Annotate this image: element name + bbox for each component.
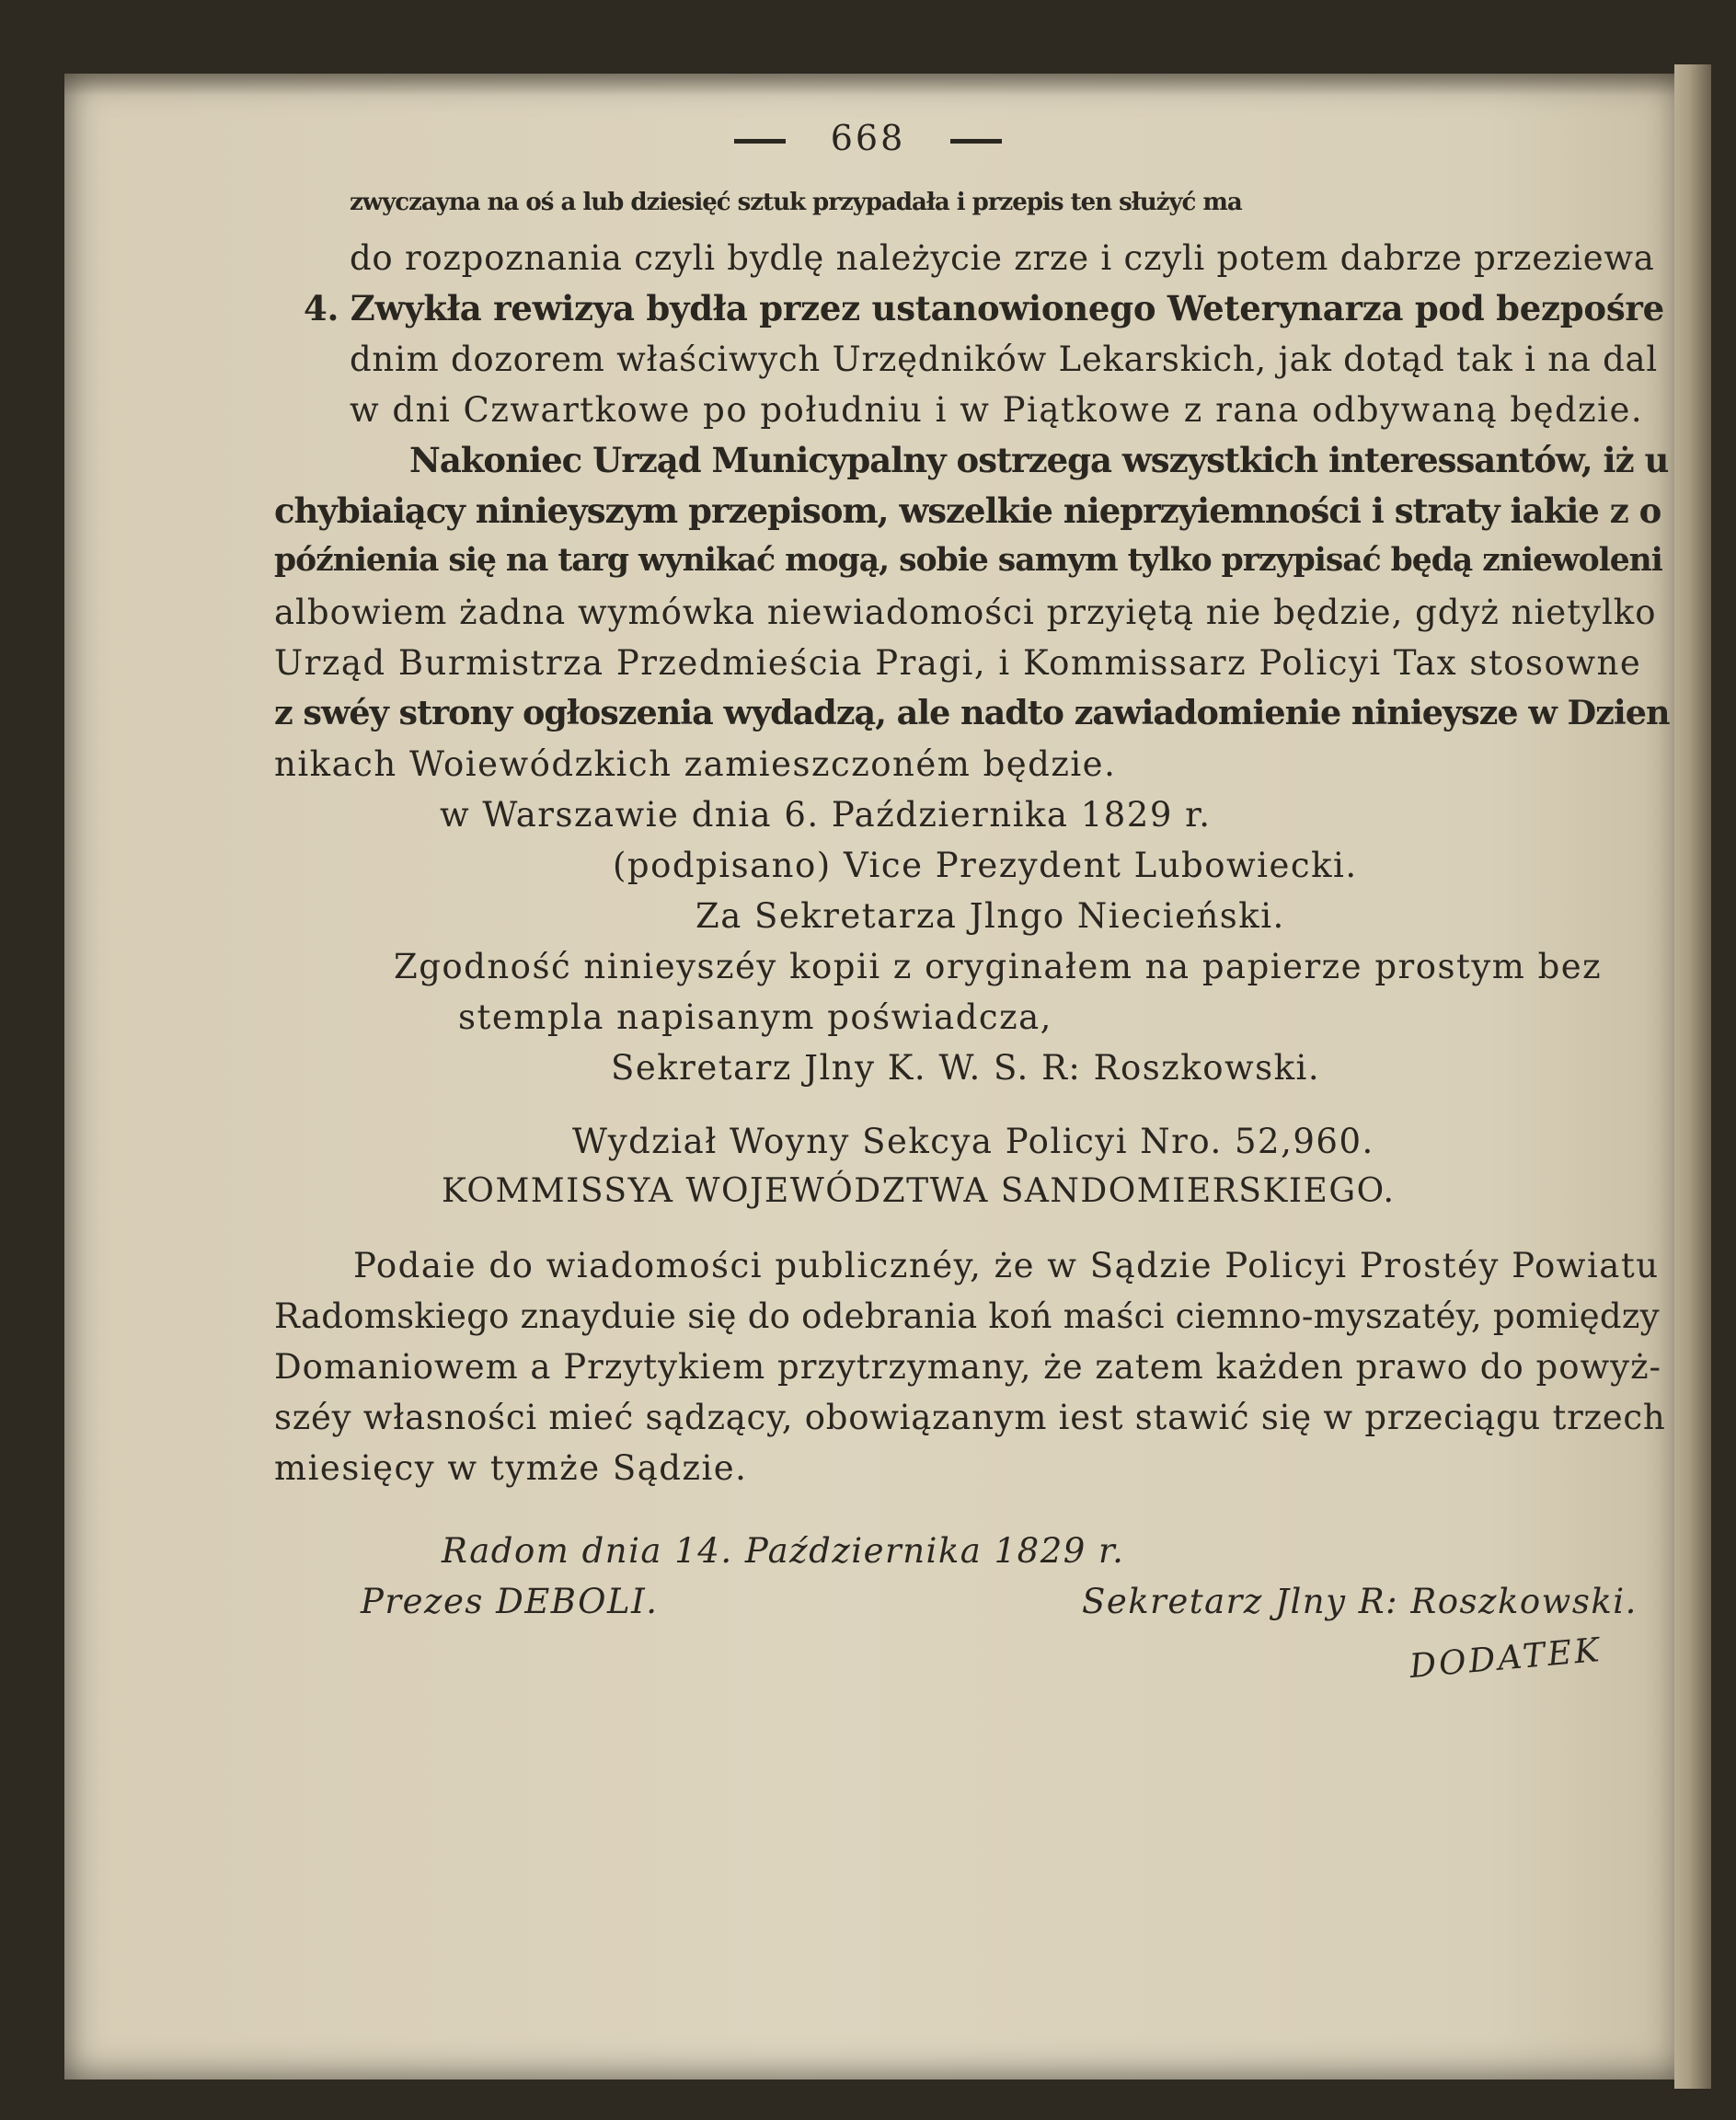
text-line: stempla napisanym poświadcza, xyxy=(458,997,1052,1037)
section-reference: Wydział Woyny Sekcya Policyi Nro. 52,960. xyxy=(572,1122,1374,1161)
text-line: późnienia się na targ wynikać mogą, sobie samym tylko przypisać będą zniewoleni xyxy=(274,542,1662,579)
signature-left: Prezes DEBOLI. xyxy=(361,1582,659,1621)
text-line: Podaie do wiadomości publicznéy, że w Sądzie Policyi Prostéy Powiatu xyxy=(353,1246,1660,1285)
text-line: z swéy strony ogłoszenia wydadzą, ale nadto zawiadomienie ninieysze w Dzien xyxy=(274,693,1670,732)
text-line: Radomskiego znayduie się do odebrania koń maści ciemno-myszatéy, pomiędzy xyxy=(274,1296,1660,1336)
text-line: chybiaiący ninieyszym przepisom, wszelkie nieprzyiemności i straty iakie z o xyxy=(274,490,1661,531)
signature-line: Za Sekretarza Jlngo Niecieński. xyxy=(696,896,1285,936)
signature-right: Sekretarz Jlny R: Roszkowski. xyxy=(1082,1582,1638,1621)
text-line: albowiem żadna wymówka niewiadomości przyiętą nie będzie, gdyż nietylko xyxy=(274,593,1657,632)
text-line: w dni Czwartkowe po południu i w Piątkowe z rana odbywaną będzie. xyxy=(350,390,1644,430)
page-top-shadow xyxy=(64,74,1684,96)
text-line: Domaniowem a Przytykiem przytrzymany, że zatem każden prawo do powyż- xyxy=(274,1347,1662,1387)
text-line: 4. Zwykła rewizya bydła przez ustanowionego Weterynarza pod bezpośre xyxy=(304,288,1664,328)
section-title: KOMMISSYA WOJEWÓDZTWA SANDOMIERSKIEGO. xyxy=(442,1172,1396,1210)
text-line: széy własności mieć sądzący, obowiązanym iest stawić się w przeciągu trzech xyxy=(274,1398,1666,1437)
date-line: w Warszawie dnia 6. Października 1829 r. xyxy=(440,795,1212,835)
text-line: Zgodność ninieyszéy kopii z oryginałem na papierze prostym bez xyxy=(394,947,1603,986)
text-line: nikach Woiewódzkich zamieszczoném będzie. xyxy=(274,744,1117,784)
page-number: 668 xyxy=(830,118,906,158)
catchword: DODATEK xyxy=(1408,1630,1604,1687)
signature-line: (podpisano) Vice Prezydent Lubowiecki. xyxy=(613,846,1358,885)
header-dash-right xyxy=(950,139,1002,144)
text-line: zwyczayna na oś a lub dziesięć sztuk przypadała i przepis ten służyć ma xyxy=(350,189,1242,216)
page-header xyxy=(0,118,1736,158)
text-line: miesięcy w tymże Sądzie. xyxy=(274,1448,748,1488)
text-line: Urząd Burmistrza Przedmieścia Pragi, i Kommissarz Policyi Tax stosowne xyxy=(274,643,1642,683)
header-dash-left xyxy=(734,139,786,144)
signature-line: Sekretarz Jlny K. W. S. R: Roszkowski. xyxy=(611,1048,1321,1088)
date-line: Radom dnia 14. Października 1829 r. xyxy=(442,1531,1125,1571)
text-line: dnim dozorem właściwych Urzędników Lekarskich, jak dotąd tak i na dal xyxy=(350,340,1658,379)
page-edge xyxy=(1674,64,1711,2089)
text-line: Nakoniec Urząd Municypalny ostrzega wszystkich interessantów, iż u xyxy=(409,440,1669,480)
text-line: do rozpoznania czyli bydlę należycie zrze i czyli potem dabrze przeziewa xyxy=(350,238,1655,278)
